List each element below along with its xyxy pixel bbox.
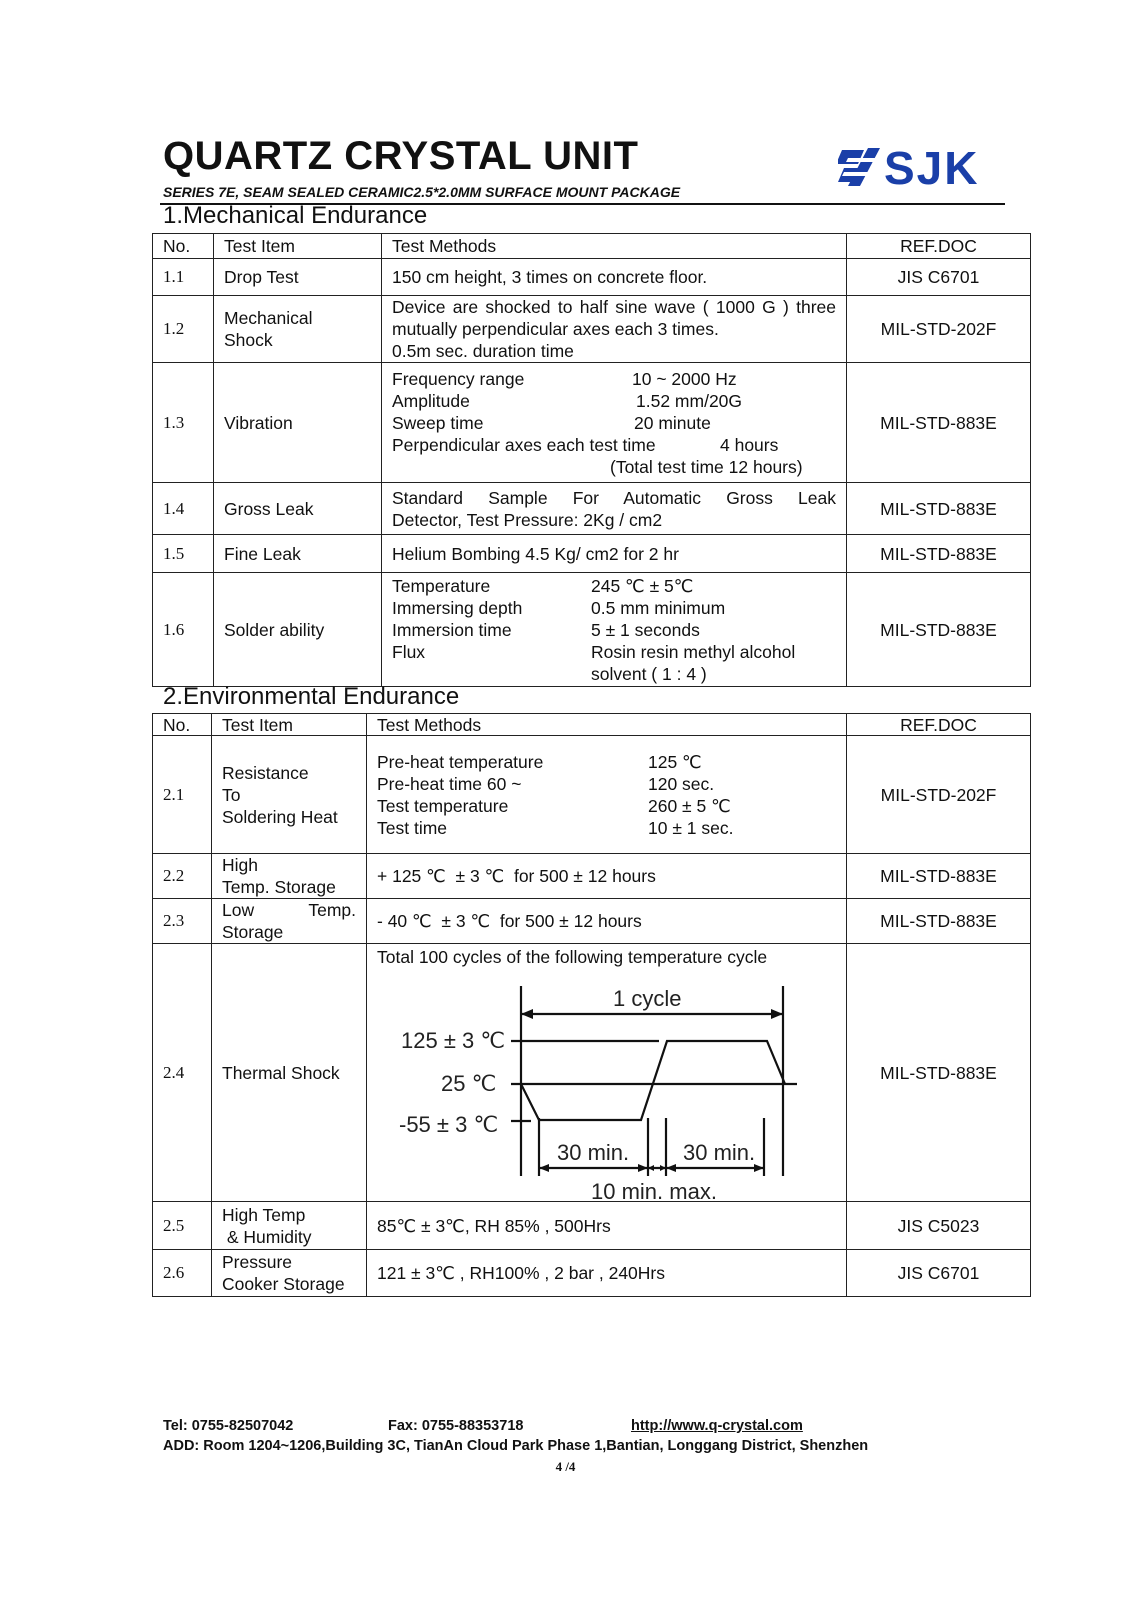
row-test-method: Helium Bombing 4.5 Kg/ cm2 for 2 hr bbox=[382, 535, 847, 573]
temp-low-label: -55 ± 3 ℃ bbox=[399, 1112, 499, 1137]
row-test-item: Solder ability bbox=[214, 573, 382, 687]
table-row bbox=[153, 363, 1031, 483]
item-line: Shock bbox=[224, 330, 273, 350]
param-value: 245 ℃ ± 5℃ bbox=[591, 575, 694, 596]
col-header-test-item: Test Item bbox=[214, 234, 382, 259]
param-value: 4 hours bbox=[720, 434, 779, 455]
param-key: Test temperature bbox=[377, 795, 509, 816]
temperature-cycle-diagram bbox=[387, 968, 807, 1200]
param-key: Sweep time bbox=[392, 412, 484, 433]
param-note: solvent ( 1 : 4 ) bbox=[591, 663, 707, 684]
footer-address: ADD: Room 1204~1206,Building 3C, TianAn Cloud Park Phase 1,Bantian, Longgang District, Shenzhen bbox=[163, 1438, 869, 1454]
dwell-low-label: 30 min. bbox=[557, 1140, 630, 1165]
row-ref-doc: MIL-STD-883E bbox=[847, 944, 1031, 1202]
table-header-row bbox=[153, 714, 1031, 736]
row-ref-doc: MIL-STD-883E bbox=[847, 483, 1031, 535]
sjk-logo bbox=[838, 142, 1008, 190]
row-ref-doc: JIS C6701 bbox=[847, 1250, 1031, 1297]
item-line: Soldering Heat bbox=[222, 806, 338, 827]
method-line: Total 100 cycles of the following temperature cycle bbox=[377, 947, 768, 967]
table-row bbox=[153, 573, 1031, 687]
environmental-endurance-table bbox=[152, 713, 1031, 1297]
row-ref-doc: MIL-STD-883E bbox=[847, 535, 1031, 573]
row-no: 1.6 bbox=[153, 573, 214, 687]
item-line: Low bbox=[222, 900, 255, 920]
row-ref-doc: MIL-STD-883E bbox=[847, 363, 1031, 483]
temp-high-label: 125 ± 3 ℃ bbox=[401, 1028, 506, 1053]
col-header-no: No. bbox=[153, 234, 214, 259]
row-no: 1.4 bbox=[153, 483, 214, 535]
row-ref-doc: MIL-STD-883E bbox=[847, 899, 1031, 944]
row-no: 1.3 bbox=[153, 363, 214, 483]
document-title: QUARTZ CRYSTAL UNIT bbox=[163, 134, 639, 178]
row-test-item: Gross Leak bbox=[214, 483, 382, 535]
item-line: Cooker Storage bbox=[222, 1274, 345, 1294]
row-no: 2.5 bbox=[153, 1202, 212, 1250]
dwell-high-label: 30 min. bbox=[683, 1140, 756, 1165]
row-test-item: Drop Test bbox=[214, 259, 382, 296]
table-row bbox=[153, 259, 1031, 296]
method-line: Standard Sample For Automatic Gross Leak bbox=[392, 487, 836, 508]
row-ref-doc: MIL-STD-202F bbox=[847, 296, 1031, 363]
table-row bbox=[153, 296, 1031, 363]
row-test-item bbox=[214, 296, 382, 363]
row-no: 2.4 bbox=[153, 944, 212, 1202]
col-header-test-item: Test Item bbox=[212, 714, 367, 736]
row-test-item bbox=[212, 1250, 367, 1297]
row-ref-doc: MIL-STD-202F bbox=[847, 736, 1031, 854]
item-line: & Humidity bbox=[222, 1226, 312, 1247]
col-header-no: No. bbox=[153, 714, 212, 736]
item-line: To bbox=[222, 784, 241, 805]
row-test-method: + 125 ℃ ± 3 ℃ for 500 ± 12 hours bbox=[367, 854, 847, 899]
param-value: 20 minute bbox=[634, 412, 711, 433]
param-value: 1.52 mm/20G bbox=[636, 390, 743, 411]
param-value: 125 ℃ bbox=[648, 751, 702, 772]
row-no: 2.3 bbox=[153, 899, 212, 944]
table-row bbox=[153, 1250, 1031, 1297]
footer-website-link[interactable]: http://www.q-crystal.com bbox=[631, 1418, 803, 1434]
row-ref-doc: JIS C6701 bbox=[847, 259, 1031, 296]
row-test-method bbox=[382, 483, 847, 535]
item-line: Mechanical bbox=[224, 308, 313, 328]
row-test-item bbox=[212, 899, 367, 944]
param-key: Pre-heat time 60 ~ bbox=[377, 773, 522, 794]
row-test-method: 121 ± 3℃ , RH100% , 2 bar , 240Hrs bbox=[367, 1250, 847, 1297]
param-note: (Total test time 12 hours) bbox=[610, 456, 803, 477]
document-subtitle: SERIES 7E, SEAM SEALED CERAMIC2.5*2.0MM SURFACE MOUNT PACKAGE bbox=[163, 184, 681, 200]
param-key: Test time bbox=[377, 817, 448, 838]
param-value: 120 sec. bbox=[648, 773, 715, 794]
mechanical-endurance-table bbox=[152, 233, 1031, 687]
row-test-method bbox=[382, 296, 847, 363]
method-line: 0.5m sec. duration time bbox=[392, 341, 574, 361]
item-line: Pressure bbox=[222, 1252, 293, 1272]
param-key: Pre-heat temperature bbox=[377, 751, 544, 772]
row-test-method bbox=[382, 363, 847, 483]
item-line: Temp. Storage bbox=[222, 877, 336, 897]
item-line: Temp. bbox=[308, 900, 356, 920]
row-no: 1.2 bbox=[153, 296, 214, 363]
footer-fax: Fax: 0755-88353718 bbox=[388, 1418, 524, 1434]
section-heading-mechanical: 1.Mechanical Endurance bbox=[163, 202, 428, 229]
table-header-row bbox=[153, 234, 1031, 259]
row-test-item: Fine Leak bbox=[214, 535, 382, 573]
param-key: Frequency range bbox=[392, 368, 525, 389]
row-ref-doc: JIS C5023 bbox=[847, 1202, 1031, 1250]
row-no: 1.5 bbox=[153, 535, 214, 573]
param-value: 10 ~ 2000 Hz bbox=[632, 368, 737, 389]
col-header-test-methods: Test Methods bbox=[382, 234, 847, 259]
row-ref-doc: MIL-STD-883E bbox=[847, 854, 1031, 899]
param-key: Temperature bbox=[392, 575, 491, 596]
param-key: Immersing depth bbox=[392, 597, 523, 618]
item-line: Storage bbox=[222, 922, 284, 942]
table-row bbox=[153, 736, 1031, 854]
item-line: High Temp bbox=[222, 1204, 306, 1225]
footer-tel: Tel: 0755-82507042 bbox=[163, 1418, 294, 1434]
param-value: 0.5 mm minimum bbox=[591, 597, 726, 618]
logo-text: SJK bbox=[884, 142, 980, 190]
row-test-item: Vibration bbox=[214, 363, 382, 483]
table-row bbox=[153, 483, 1031, 535]
temp-mid-label: 25 ℃ bbox=[441, 1071, 497, 1096]
col-header-test-methods: Test Methods bbox=[367, 714, 847, 736]
item-line: High bbox=[222, 855, 258, 875]
col-header-ref-doc: REF.DOC bbox=[847, 714, 1031, 736]
row-test-method bbox=[367, 944, 847, 1202]
row-no: 2.2 bbox=[153, 854, 212, 899]
row-ref-doc: MIL-STD-883E bbox=[847, 573, 1031, 687]
cycle-label: 1 cycle bbox=[613, 986, 682, 1011]
row-test-item bbox=[212, 736, 367, 854]
row-no: 1.1 bbox=[153, 259, 214, 296]
row-test-method: 85℃ ± 3℃, RH 85% , 500Hrs bbox=[367, 1202, 847, 1250]
param-value: 10 ± 1 sec. bbox=[648, 817, 734, 838]
row-test-method bbox=[382, 573, 847, 687]
row-no: 2.1 bbox=[153, 736, 212, 854]
row-test-item: Thermal Shock bbox=[212, 944, 367, 1202]
param-key: Flux bbox=[392, 641, 426, 662]
table-row bbox=[153, 535, 1031, 573]
row-test-method bbox=[367, 736, 847, 854]
param-key: Perpendicular axes each test time bbox=[392, 434, 656, 455]
item-line: Resistance bbox=[222, 762, 309, 783]
page-number: 4 /4 bbox=[555, 1459, 576, 1474]
param-key: Immersion time bbox=[392, 619, 512, 640]
table-row bbox=[153, 854, 1031, 899]
param-value: 260 ± 5 ℃ bbox=[648, 795, 731, 816]
table-row bbox=[153, 944, 1031, 1202]
row-test-method: 150 cm height, 3 times on concrete floor. bbox=[382, 259, 847, 296]
row-test-item bbox=[212, 854, 367, 899]
transfer-label: 10 min. max. bbox=[591, 1179, 717, 1200]
method-line: Detector, Test Pressure: 2Kg / cm2 bbox=[392, 509, 663, 530]
param-value: 5 ± 1 seconds bbox=[591, 619, 700, 640]
param-value: Rosin resin methyl alcohol bbox=[591, 641, 796, 662]
param-key: Amplitude bbox=[392, 390, 470, 411]
method-line: Device are shocked to half sine wave ( 1000 G ) three mutually perpendicular axes each 3 times. bbox=[392, 297, 836, 339]
row-test-item bbox=[212, 1202, 367, 1250]
section-heading-environmental: 2.Environmental Endurance bbox=[163, 683, 460, 710]
table-row bbox=[153, 899, 1031, 944]
row-no: 2.6 bbox=[153, 1250, 212, 1297]
row-test-method: - 40 ℃ ± 3 ℃ for 500 ± 12 hours bbox=[367, 899, 847, 944]
footer bbox=[163, 1418, 868, 1454]
table-row bbox=[153, 1202, 1031, 1250]
col-header-ref-doc: REF.DOC bbox=[847, 234, 1031, 259]
